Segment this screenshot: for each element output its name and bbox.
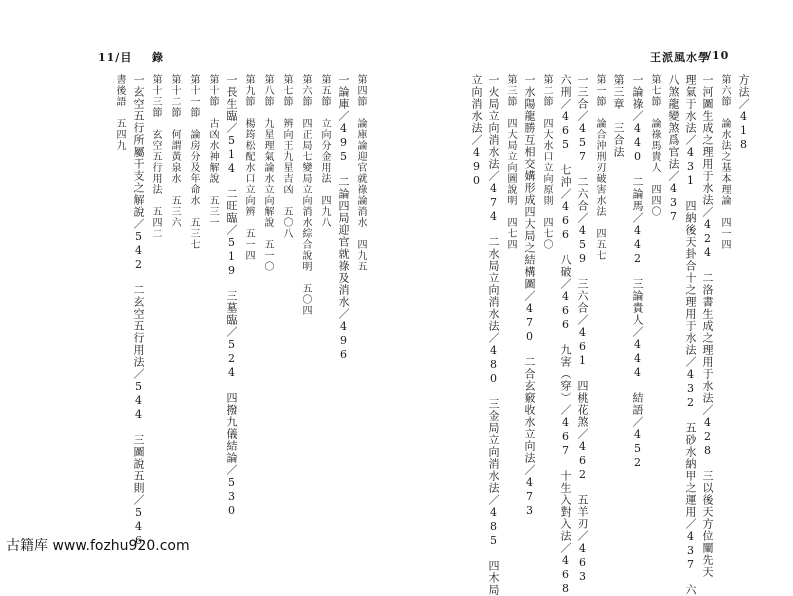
toc-line: 一長生臨／514 二旺臨／519 三墓臨／524 四撥九儀結論／530 (225, 74, 238, 518)
toc-section-heading: 第三節 四大局立向圖說明 四七四 (505, 74, 516, 250)
site-watermark (6, 535, 190, 555)
left-page-title: 錄 (152, 51, 164, 64)
toc-line: 方法／418 (737, 74, 750, 152)
toc-section-heading: 第十節 古凶水神解說 五三一 (207, 74, 218, 228)
toc-section-heading: 第十一節 論房分及年命水 五三七 (188, 74, 199, 250)
toc-section-heading: 第七節 論祿馬貴人 四四〇 (649, 74, 660, 217)
toc-section-heading: 第五節 立向分金用法 四九八 (319, 74, 330, 228)
toc-section-heading: 第四節 論庫論迎官就祿論消水 四九五 (355, 74, 366, 272)
toc-line: 理氣于水法／431 四納後天卦合十之理用于水法／432 五砂水納甲之運用／437 六 (684, 74, 697, 596)
toc-line: 立向消水法／490 (470, 74, 483, 188)
toc-line: 八煞龍變煞爲官法／437 (667, 74, 680, 224)
toc-section-heading: 第六節 論水法之基本理論 四一四 (719, 74, 730, 250)
toc-line: 一玄空五行所屬干支之解說／542 二玄空五行用法／544 三圖說五則／546 (132, 74, 145, 548)
toc-chapter-heading: 第三章 三合法 (612, 74, 625, 158)
right-page-title: 王派風水學 (650, 51, 710, 64)
toc-section-heading: 書後語 五四九 (114, 74, 125, 151)
toc-section-heading: 第七節 辨向王九星吉凶 五〇八 (281, 74, 292, 239)
toc-section-heading: 第一節 論合沖刑刃破害水法 四五七 (594, 74, 605, 261)
toc-section-heading: 第二節 四大水口立向原則 四七〇 (541, 74, 552, 250)
toc-section-heading: 第十三節 玄空五行用法 五四二 (150, 74, 161, 239)
toc-section-heading: 第九節 楊筠松配水口立向辨 五一四 (243, 74, 254, 261)
toc-line: 一河圖生成之理用于水法／424 二洛書生成之理用于水法／428 三以後天方位闡先天 (701, 74, 714, 578)
toc-line: 一三合／457 二六合／459 三六合／461 四桃花煞／462 五羊刃／463 (576, 74, 589, 584)
left-page-number: 11/目 (98, 51, 133, 64)
toc-line: 一火局立向消水法／474 二水局立向消水法／480 三金局立向消水法／485 四木局 (487, 74, 500, 596)
toc-section-heading: 第八節 九星理氣論水立向解說 五一〇 (262, 74, 273, 272)
toc-section-heading: 第六節 四正局七變局立向消水綜合說明 五〇四 (300, 74, 311, 316)
right-page-number: /10 (707, 49, 730, 62)
toc-line: 一論祿／440 二論馬／442 三論貴人／444 結語／452 (631, 74, 644, 470)
site-url: www.fozhu920.com (52, 538, 190, 554)
toc-line: 一水陽龍勝互相交媾形成四大局之結構圖／470 二合玄竅收水立向法／473 (523, 74, 536, 518)
toc-line: 六刑／465 七沖／466 八破／466 九害（穿）／467 十生入對入法／468 (559, 74, 572, 596)
toc-section-heading: 第十二節 何謂黃泉水 五三六 (169, 74, 180, 228)
toc-line: 一論庫／495 二論四局迎官就祿及消水／496 (337, 74, 350, 362)
site-name: 古籍库 (6, 538, 48, 554)
